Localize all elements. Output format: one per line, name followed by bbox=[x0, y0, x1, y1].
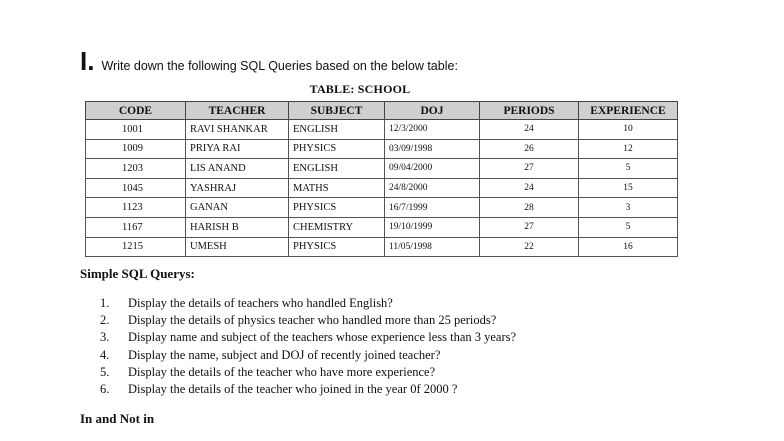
cell-experience: 5 bbox=[579, 159, 678, 179]
query-text: Display the name, subject and DOJ of recently joined teacher? bbox=[128, 347, 441, 362]
query-number: 3. bbox=[100, 330, 110, 345]
cell-periods: 28 bbox=[480, 198, 579, 218]
list-item bbox=[100, 295, 516, 312]
table-row bbox=[86, 139, 678, 159]
cell-teacher: YASHRAJ bbox=[186, 178, 289, 198]
cell-doj: 24/8/2000 bbox=[385, 178, 480, 198]
query-text: Display the details of the teacher who have more experience? bbox=[128, 364, 436, 379]
table-caption: TABLE: SCHOOL bbox=[309, 82, 411, 96]
table-row bbox=[86, 217, 678, 237]
column-header-teacher: TEACHER bbox=[186, 102, 289, 120]
cell-teacher: RAVI SHANKAR bbox=[186, 120, 289, 140]
list-item bbox=[100, 312, 516, 329]
column-header-code: CODE bbox=[86, 102, 186, 120]
query-text: Display name and subject of the teachers whose experience less than 3 years? bbox=[128, 330, 517, 345]
cell-experience: 12 bbox=[579, 139, 678, 159]
cell-doj: 16/7/1999 bbox=[385, 198, 480, 218]
cell-periods: 22 bbox=[480, 237, 579, 257]
column-header-doj: DOJ bbox=[385, 102, 480, 120]
query-number: 1. bbox=[100, 296, 110, 310]
cell-experience: 5 bbox=[579, 217, 678, 237]
column-header-experience: EXPERIENCE bbox=[579, 102, 678, 120]
table-header-row bbox=[86, 102, 678, 120]
cell-doj: 11/05/1998 bbox=[385, 237, 480, 257]
cell-doj: 12/3/2000 bbox=[385, 120, 480, 140]
list-item bbox=[100, 381, 516, 398]
cell-code: 1001 bbox=[86, 120, 186, 140]
cell-experience: 10 bbox=[579, 120, 678, 140]
cell-code: 1123 bbox=[86, 198, 186, 218]
cell-teacher: UMESH bbox=[186, 237, 289, 257]
cell-teacher: GANAN bbox=[186, 198, 289, 218]
cell-experience: 3 bbox=[579, 198, 678, 218]
cell-doj: 03/09/1998 bbox=[385, 139, 480, 159]
query-number: 4. bbox=[100, 347, 110, 362]
table-row bbox=[86, 120, 678, 140]
cell-code: 1009 bbox=[86, 139, 186, 159]
cell-teacher: LIS ANAND bbox=[186, 159, 289, 179]
query-text: Display the details of physics teacher who handled more than 25 periods? bbox=[128, 313, 497, 328]
cell-subject: CHEMISTRY bbox=[289, 217, 385, 237]
table-row bbox=[86, 198, 678, 218]
query-number: 5. bbox=[100, 364, 110, 379]
cell-subject: PHYSICS bbox=[289, 139, 385, 159]
query-text: Display the details of teachers who handled English? bbox=[128, 296, 393, 310]
list-item bbox=[100, 347, 516, 364]
table-row bbox=[86, 237, 678, 257]
cell-subject: ENGLISH bbox=[289, 120, 385, 140]
cell-subject: MATHS bbox=[289, 178, 385, 198]
footer-section-title: In and Not in bbox=[80, 411, 155, 426]
list-item bbox=[100, 329, 516, 346]
cell-doj: 09/04/2000 bbox=[385, 159, 480, 179]
cell-periods: 27 bbox=[480, 217, 579, 237]
cell-subject: PHYSICS bbox=[289, 198, 385, 218]
query-number: 2. bbox=[100, 313, 110, 328]
question-instruction: Write down the following SQL Queries based on the below table: bbox=[101, 59, 458, 73]
cell-code: 1167 bbox=[86, 217, 186, 237]
question-heading bbox=[80, 46, 458, 76]
question-number: I. bbox=[80, 46, 95, 76]
query-text: Display the details of the teacher who joined in the year 0f 2000 ? bbox=[128, 381, 458, 396]
column-header-periods: PERIODS bbox=[480, 102, 579, 120]
cell-teacher: HARISH B bbox=[186, 217, 289, 237]
table-row bbox=[86, 159, 678, 179]
column-header-subject: SUBJECT bbox=[289, 102, 385, 120]
cell-experience: 15 bbox=[579, 178, 678, 198]
cell-periods: 26 bbox=[480, 139, 579, 159]
cell-code: 1203 bbox=[86, 159, 186, 179]
table-row bbox=[86, 178, 678, 198]
cell-teacher: PRIYA RAI bbox=[186, 139, 289, 159]
section-title: Simple SQL Querys: bbox=[80, 266, 195, 281]
school-table bbox=[85, 101, 678, 257]
list-item bbox=[100, 364, 516, 381]
cell-doj: 19/10/1999 bbox=[385, 217, 480, 237]
cell-experience: 16 bbox=[579, 237, 678, 257]
query-list bbox=[100, 295, 516, 398]
cell-code: 1045 bbox=[86, 178, 186, 198]
cell-subject: ENGLISH bbox=[289, 159, 385, 179]
cell-subject: PHYSICS bbox=[289, 237, 385, 257]
cell-periods: 27 bbox=[480, 159, 579, 179]
cell-code: 1215 bbox=[86, 237, 186, 257]
cell-periods: 24 bbox=[480, 120, 579, 140]
query-number: 6. bbox=[100, 381, 110, 396]
cell-periods: 24 bbox=[480, 178, 579, 198]
